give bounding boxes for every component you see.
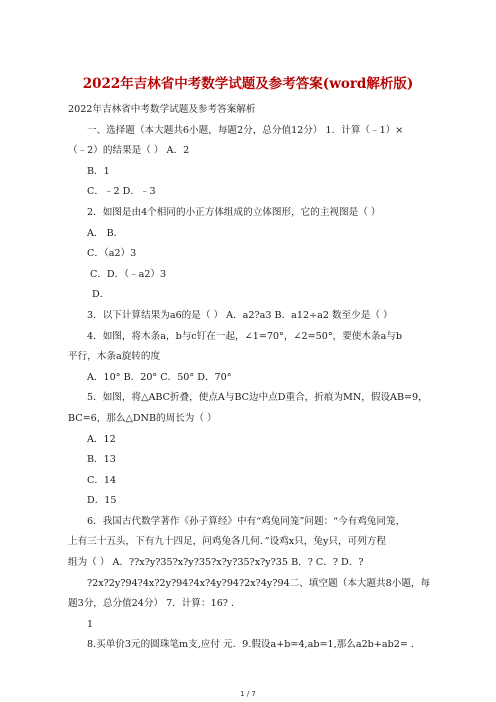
body-line: 组为（ ） A．??x?y?35?x?y?35?x?y?35?x?y?35 B．? C．? D．? [68, 557, 364, 569]
body-line: （﹣2）的结果是（ ） A．2 [68, 145, 190, 157]
body-line: 5．如图，将△ABC折叠，使点A与BC边中点D重合，折痕为MN，假设AB=9， [87, 392, 428, 404]
body-line: BC=6，那么△DNB的周长为（ ） [68, 412, 217, 424]
body-line: 2022年吉林省中考数学试题及参考答案解析 [68, 104, 256, 115]
body-line: A．10° B．20° C．50° D．70° [87, 371, 232, 383]
body-line: 4．如图，将木条a，b与c钉在一起，∠1=70°，∠2=50°，要使木条a与b [87, 330, 403, 342]
body-line: 一、选择题（本大题共6小题，每题2分，总分值12分） 1．计算（﹣1）× [87, 124, 404, 136]
body-line: 6．我国古代数学著作《孙子算经》中有“鸡兔同笼”问题：“今有鸡兔同笼， [87, 515, 406, 527]
document-body [68, 100, 433, 656]
document-title: 2022年吉林省中考数学试题及参考答案(word解析版) [82, 76, 414, 92]
body-line: 8.买单价3元的圆珠笔m支,应付 元．9.假设a+b=4,ab=1,那么a2b+ab2= ． [87, 639, 421, 651]
body-line: A．12 [87, 433, 116, 445]
body-line: 上有三十五头，下有九十四足，问鸡兔各几何．”设鸡x只，兔y只，可列方程 [68, 536, 386, 548]
body-line: B．13 [87, 454, 116, 466]
body-line: 1 [87, 618, 94, 630]
body-line: 3．以下计算结果为a6的是（ ） A．a2?a3 B．a12÷a2 数至少是（ ） [87, 309, 393, 321]
body-line: 题3分，总分值24分） 7．计算：16? ． [68, 598, 241, 610]
page-indicator: 1 / 7 [240, 690, 256, 698]
body-line: D． [92, 289, 110, 301]
body-line: 平行，木条a旋转的度 [68, 351, 161, 363]
body-line: C．（a2）3 [87, 248, 137, 260]
body-line: B．1 [87, 165, 110, 177]
body-line: C．14 [87, 474, 117, 486]
body-line: C．D．（﹣a2）3 [90, 268, 167, 280]
body-line: ?2x?2y?94?4x?2y?94?4x?4y?94?2x?4y?94二、填空题（本大题共8小题，每 [87, 577, 431, 589]
body-line: D．15 [87, 495, 117, 507]
body-line: 2．如图是由4个相同的小正方体组成的立体图形，它的主视图是（ ） [87, 206, 381, 218]
body-line: C．﹣2 D．﹣3 [87, 186, 156, 198]
body-line: A． B． [87, 227, 124, 239]
